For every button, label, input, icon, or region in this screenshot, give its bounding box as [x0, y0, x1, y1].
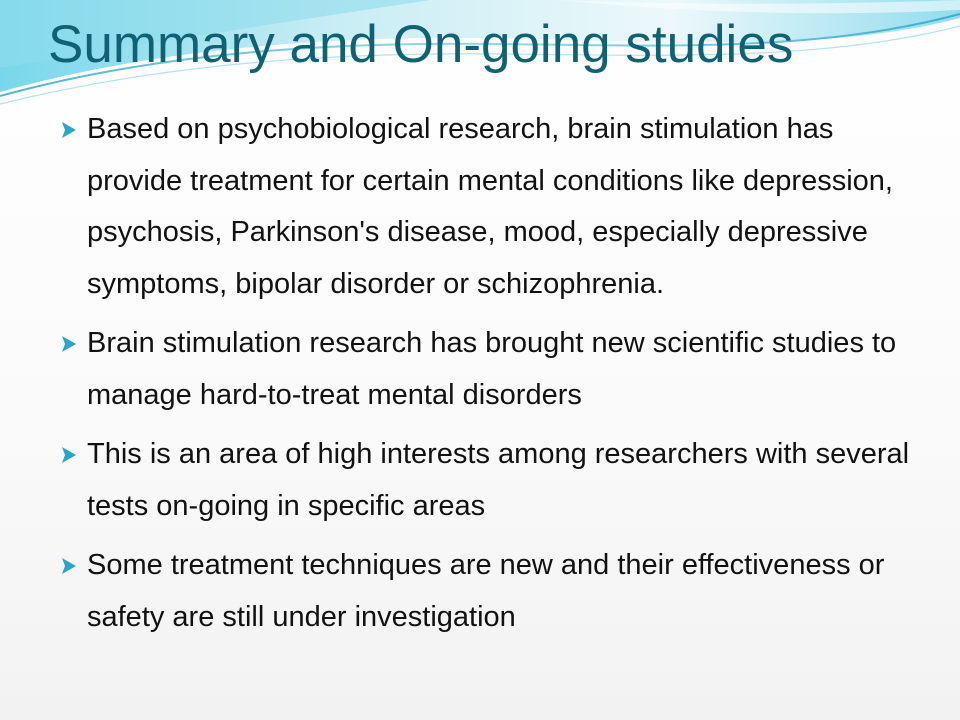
arrow-bullet-icon	[58, 333, 80, 355]
slide-title: Summary and On-going studies	[48, 15, 794, 74]
arrow-bullet-icon	[58, 555, 80, 577]
bullet-text: Brain stimulation research has brought new scientific studies to manage hard-to-treat mental disorders	[87, 327, 897, 411]
arrow-bullet-icon	[58, 119, 80, 141]
bullet-item	[58, 318, 918, 421]
arrow-bullet-icon	[58, 444, 80, 466]
bullet-item	[58, 540, 918, 643]
bullet-text: This is an area of high interests among researchers with several tests on-going in specific areas	[87, 438, 910, 522]
bullet-text: Based on psychobiological research, brain stimulation has provide treatment for certain mental conditions like depression, psychosis, Parkinson's disease, mood, especially depressive symptoms, bipolar disorder or schizophrenia.	[87, 113, 893, 300]
bullet-item	[58, 429, 918, 532]
bullet-list	[58, 104, 918, 651]
bullet-item	[58, 104, 918, 310]
bullet-text: Some treatment techniques are new and their effectiveness or safety are still under investigation	[87, 549, 885, 633]
